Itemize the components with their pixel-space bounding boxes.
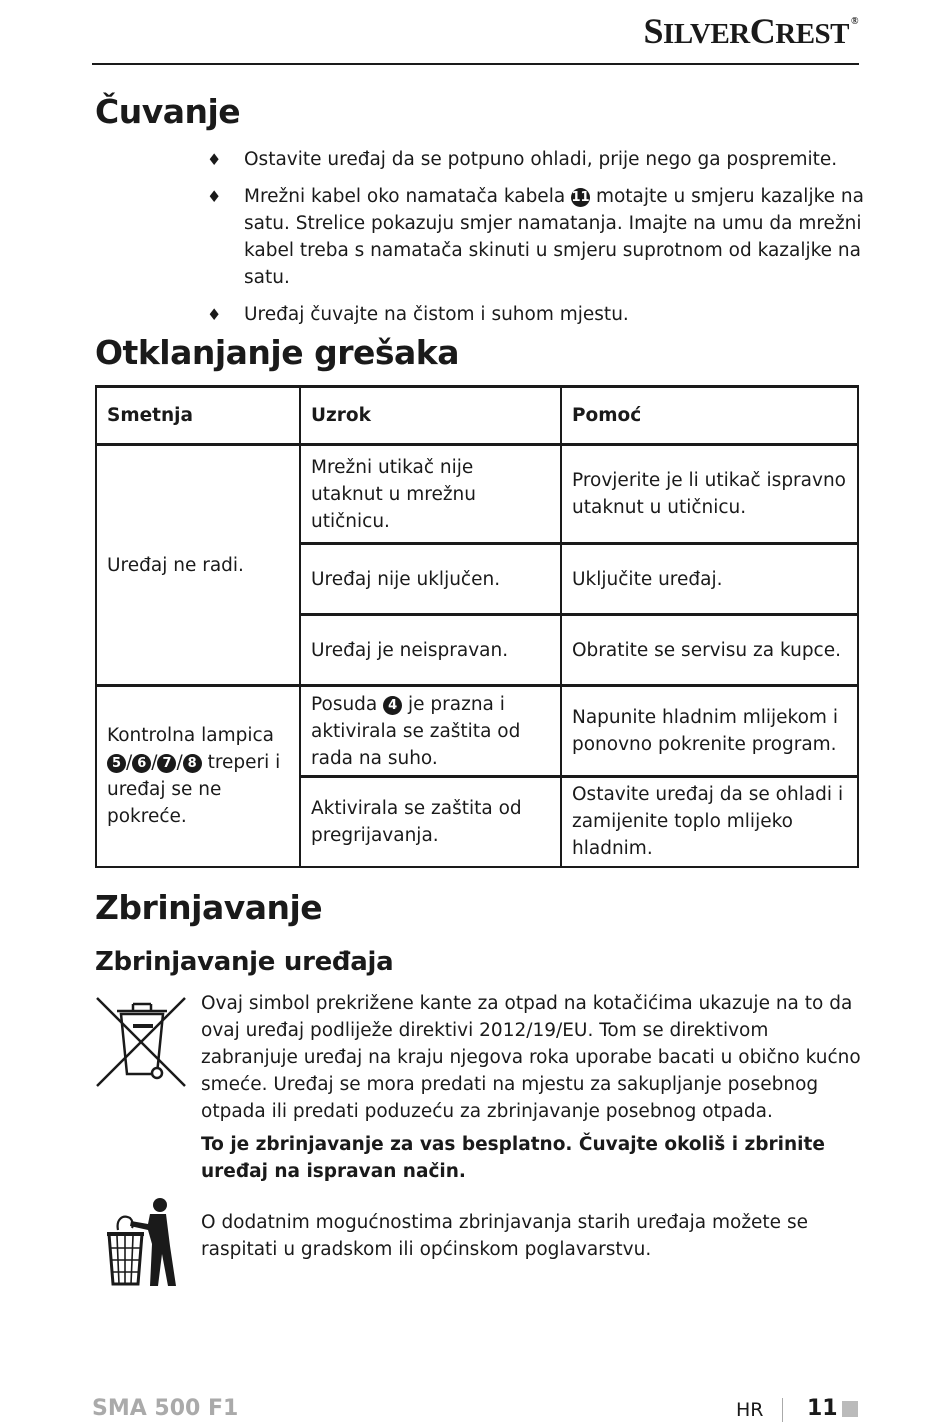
list-item: ♦ Mrežni kabel oko namatača kabela 11 motajte u smjeru kazaljke na satu. Strelice pokazuju smjer namatanja. Imajte na umu da mrežni kabel treba s namatača skinuti u smjeru suprotnom od kazaljke na satu.: [207, 183, 867, 291]
cause-cell: Posuda 4 je prazna i aktivirala se zaštita od rada na suho.: [300, 686, 561, 777]
storage-title: Čuvanje: [95, 92, 241, 131]
footer-divider: [782, 1398, 783, 1422]
remedy-cell: Napunite hladnim mlijekom i ponovno pokrenite program.: [561, 686, 858, 777]
list-item: ♦ Ostavite uređaj da se potpuno ohladi, prije nego ga pospremite.: [207, 146, 867, 173]
column-header: Uzrok: [300, 387, 561, 445]
troubleshooting-title: Otklanjanje grešaka: [95, 333, 460, 372]
part-ref-badge: 6: [132, 754, 151, 773]
footer-square-icon: [842, 1401, 858, 1417]
diamond-bullet-icon: ♦: [207, 187, 222, 206]
disposal-info-paragraph: O dodatnim mogućnostima zbrinjavanja starih uređaja možete se raspitati u gradskom ili općinskom poglavarstvu.: [201, 1212, 808, 1260]
footer-language: HR: [736, 1399, 764, 1421]
cause-cell: Mrežni utikač nije utaknut u mrežnu utičnicu.: [300, 445, 561, 544]
part-ref-badge: 7: [157, 754, 176, 773]
cause-cell: Uređaj nije uključen.: [300, 544, 561, 615]
header-rule: [92, 63, 859, 65]
disposal-notice: To je zbrinjavanje za vas besplatno. Čuvajte okoliš i zbrinite uređaj na ispravan način.: [201, 1134, 825, 1182]
footer-model: SMA 500 F1: [92, 1396, 239, 1421]
problem-cell: Uređaj ne radi.: [96, 445, 300, 686]
brand-logo: SILVERCREST ®: [643, 11, 858, 51]
troubleshooting-table: [95, 385, 859, 868]
remedy-cell: Provjerite je li utikač ispravno utaknut u utičnicu.: [561, 445, 858, 544]
remedy-cell: Uključite uređaj.: [561, 544, 858, 615]
remedy-cell: Obratite se servisu za kupce.: [561, 615, 858, 686]
table-row: [96, 445, 858, 544]
disposal-subtitle: Zbrinjavanje uređaja: [95, 947, 394, 977]
part-ref-badge: 8: [183, 754, 202, 773]
tidyman-icon: [104, 1196, 180, 1288]
column-header: Pomoć: [561, 387, 858, 445]
crossed-wheelie-bin-icon: [95, 996, 187, 1088]
cause-cell: Uređaj je neispravan.: [300, 615, 561, 686]
disposal-title: Zbrinjavanje: [95, 888, 323, 927]
part-ref-badge: 11: [571, 190, 590, 205]
list-item: ♦ Uređaj čuvajte na čistom i suhom mjestu.: [207, 301, 867, 328]
part-ref-badge: 4: [383, 696, 402, 715]
column-header: Smetnja: [96, 387, 300, 445]
cause-cell: Aktivirala se zaštita od pregrijavanja.: [300, 777, 561, 867]
table-row: [96, 686, 858, 777]
remedy-cell: Ostavite uređaj da se ohladi i zamijenite toplo mlijeko hladnim.: [561, 777, 858, 867]
diamond-bullet-icon: ♦: [207, 150, 222, 169]
diamond-bullet-icon: ♦: [207, 305, 222, 324]
table-header-row: [96, 387, 858, 445]
page-number: 11: [807, 1396, 838, 1421]
problem-cell: Kontrolna lampica 5 / 6 / 7 / 8 treperi i uređaj se ne pokreće.: [96, 686, 300, 867]
part-ref-badge: 5: [107, 754, 126, 773]
storage-bullet-list: [207, 146, 867, 338]
disposal-paragraph: Ovaj simbol prekrižene kante za otpad na kotačićima ukazuje na to da ovaj uređaj podliježe direktivi 2012/19/EU. Tom se direktivom zabranjuje uređaj na kraju njegova roka uporabe bacati u obično kućno smeće. Uređaj se mora predati na mjestu za sakupljanje posebnog otpada ili predati poduzeću za zbrinjavanje posebnog otpada.: [201, 993, 861, 1122]
